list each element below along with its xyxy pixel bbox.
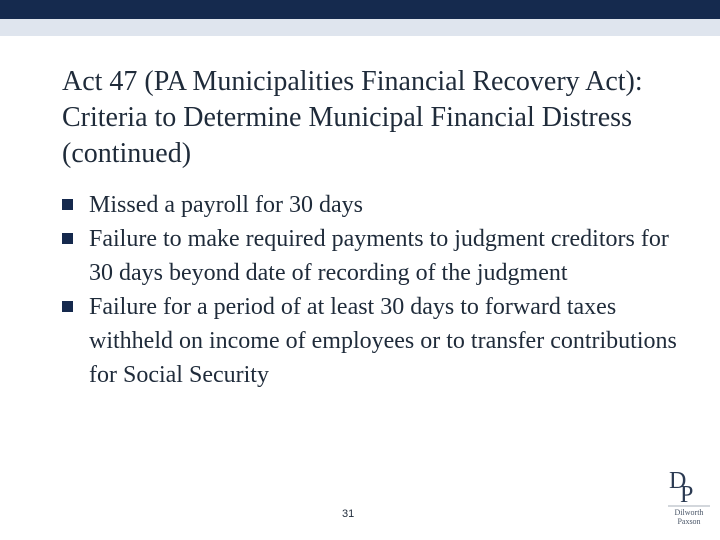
- logo-name-line2: Paxson: [677, 517, 701, 526]
- bullet-item: [62, 290, 682, 392]
- square-bullet-icon: [62, 233, 73, 244]
- bullet-text: Failure to make required payments to judgment creditors for 30 days beyond date of recording of the judgment: [89, 226, 669, 286]
- bullet-item: [62, 188, 682, 222]
- logo-monogram-d: D: [669, 468, 687, 494]
- slide-title: Act 47 (PA Municipalities Financial Recovery Act): Criteria to Determine Municipal Financial Distress (continued): [62, 66, 643, 169]
- logo-name-line1: Dilworth: [674, 508, 704, 517]
- bullet-text: Failure for a period of at least 30 days to forward taxes withheld on income of employees or to transfer contributions for Social Security: [89, 294, 677, 388]
- header-bar: [0, 0, 720, 19]
- bullet-list: [62, 188, 682, 392]
- header-stripe: [0, 19, 720, 36]
- bullet-item: [62, 222, 682, 290]
- bullet-text: Missed a payroll for 30 days: [89, 192, 363, 218]
- page-number: 31: [342, 508, 355, 520]
- square-bullet-icon: [62, 199, 73, 210]
- logo-monogram-p: P: [680, 482, 694, 508]
- square-bullet-icon: [62, 301, 73, 312]
- dilworth-paxson-logo-icon: [666, 466, 712, 526]
